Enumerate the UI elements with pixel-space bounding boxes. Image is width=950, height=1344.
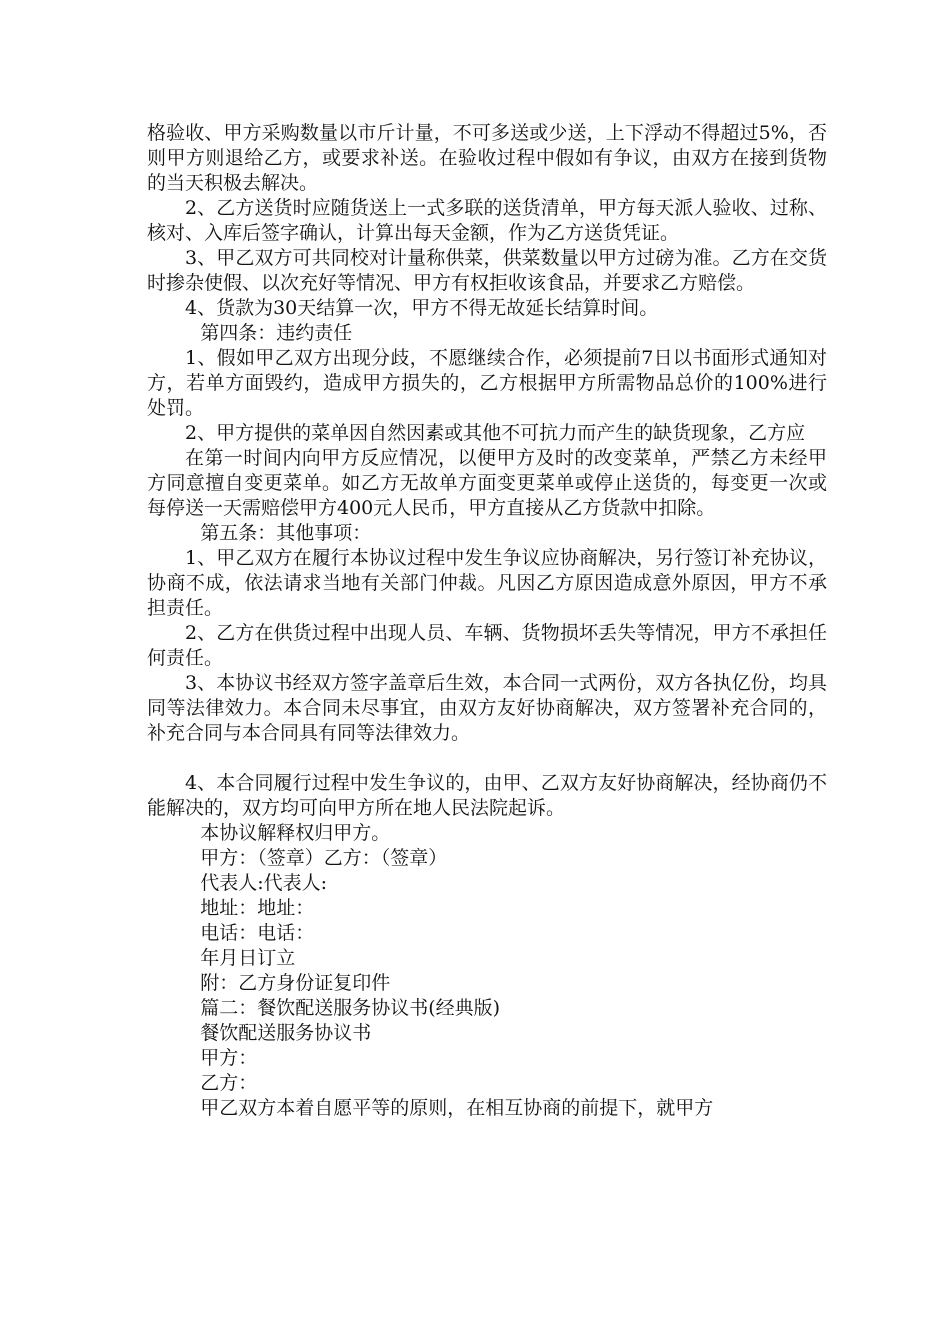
document-paragraph: 3、本协议书经双方签字盖章后生效，本合同一式两份，双方各执亿份，均具同等法律效力。本合同未尽事宜，由双方友好协商解决，双方签署补充合同的，补充合同与本合同具有同等法律效力。 xyxy=(147,672,827,744)
document-line: 乙方： xyxy=(200,1072,258,1094)
paragraph-spacer xyxy=(147,746,827,771)
document-line: 甲方： xyxy=(200,1047,258,1069)
document-line: 代表人:代表人: xyxy=(200,872,327,894)
document-line: 地址：地址： xyxy=(200,897,315,919)
document-paragraph: 4、货款为30天结算一次，甲方不得无故延长结算时间。 xyxy=(185,297,659,319)
document-line: 年月日订立 xyxy=(200,947,296,969)
document-line: 第四条：违约责任 xyxy=(200,322,353,344)
document-paragraph: 在第一时间内向甲方反应情况，以便甲方及时的改变菜单，严禁乙方未经甲方同意擅自变更菜单。如乙方无故单方面变更菜单或停止送货的，每变更一次或每停送一天需赔偿甲方400元人民币，甲方直接从乙方货款中扣除。 xyxy=(147,447,827,519)
document-line: 第五条：其他事项： xyxy=(200,522,372,544)
document-line: 餐饮配送服务协议书 xyxy=(200,1022,372,1044)
document-line: 篇二：餐饮配送服务协议书(经典版) xyxy=(200,997,501,1019)
document-paragraph: 3、甲乙双方可共同校对计量称供菜，供菜数量以甲方过磅为准。乙方在交货时掺杂使假、以次充好等情况、甲方有权拒收该食品，并要求乙方赔偿。 xyxy=(147,247,827,294)
document-paragraph: 1、假如甲乙双方出现分歧，不愿继续合作，必须提前7日以书面形式通知对方，若单方面毁约，造成甲方损失的，乙方根据甲方所需物品总价的100%进行处罚。 xyxy=(147,347,827,419)
document-paragraph: 2、甲方提供的菜单因自然因素或其他不可抗力而产生的缺货现象，乙方应 xyxy=(185,422,806,444)
document-paragraph: 2、乙方在供货过程中出现人员、车辆、货物损坏丢失等情况，甲方不承担任何责任。 xyxy=(147,622,827,669)
document-page xyxy=(147,121,827,1121)
document-paragraph: 2、乙方送货时应随货送上一式多联的送货清单，甲方每天派人验收、过称、核对、入库后签字确认，计算出每天金额，作为乙方送货凭证。 xyxy=(147,197,827,244)
document-paragraph: 格验收、甲方采购数量以市斤计量，不可多送或少送，上下浮动不得超过5%，否则甲方则退给乙方，或要求补送。在验收过程中假如有争议，由双方在接到货物的当天积极去解决。 xyxy=(147,122,827,194)
document-line: 甲乙双方本着自愿平等的原则，在相互协商的前提下，就甲方 xyxy=(200,1097,714,1119)
document-paragraph: 4、本合同履行过程中发生争议的，由甲、乙双方友好协商解决，经协商仍不能解决的，双方均可向甲方所在地人民法院起诉。 xyxy=(147,772,827,819)
document-paragraph: 1、甲乙双方在履行本协议过程中发生争议应协商解决，另行签订补充协议，协商不成，依法请求当地有关部门仲裁。凡因乙方原因造成意外原因，甲方不承担责任。 xyxy=(147,547,827,619)
document-line: 附：乙方身份证复印件 xyxy=(200,972,391,994)
document-line: 电话：电话： xyxy=(200,922,315,944)
document-line: 本协议解释权归甲方。 xyxy=(200,822,391,844)
document-line: 甲方：（签章）乙方：（签章） xyxy=(200,847,448,869)
